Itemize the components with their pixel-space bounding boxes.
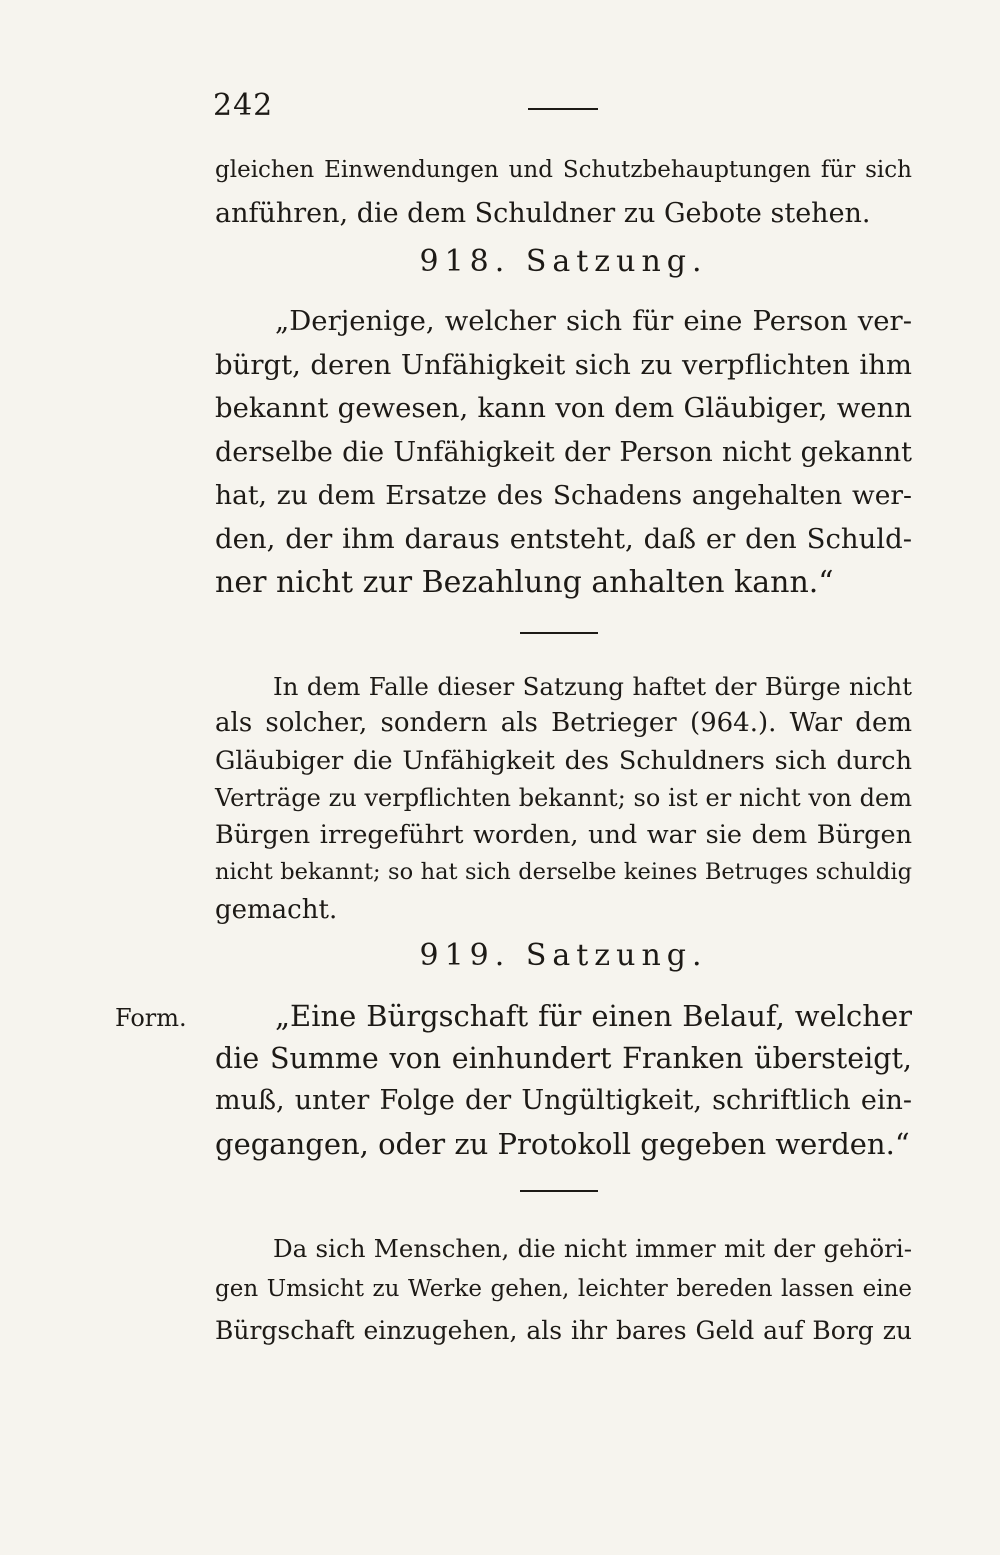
- text-line: derselbe die Unfähigkeit der Person nicht gekannt: [215, 436, 912, 468]
- text-line: bekannt gewesen, kann von dem Gläubiger, wenn: [215, 392, 912, 424]
- text-line: „Eine Bürgschaft für einen Belauf, welcher: [275, 999, 912, 1033]
- text-line: Bürgschaft einzugehen, als ihr bares Geld auf Borg zu: [215, 1316, 912, 1345]
- article-918-heading: 918. Satzung.: [419, 244, 708, 279]
- article-919-heading: 919. Satzung.: [419, 938, 708, 973]
- text-line: den, der ihm daraus entsteht, daß er den Schuld-: [215, 522, 912, 555]
- article-919-text: [215, 995, 912, 1165]
- text-line: muß, unter Folge der Ungültigkeit, schriftlich ein-: [215, 1085, 912, 1116]
- text-line: gen Umsicht zu Werke gehen, leichter bereden lassen eine: [215, 1276, 912, 1302]
- text-line: Gläubiger die Unfähigkeit des Schuldners sich durch: [215, 745, 912, 776]
- article-919-commentary: [215, 1228, 912, 1351]
- text-line: Verträge zu verpflichten bekannt; so ist er nicht von dem: [215, 783, 912, 812]
- text-line: gegangen, oder zu Protokoll gegeben werden.“: [215, 1126, 910, 1161]
- text-line: nicht bekannt; so hat sich derselbe keines Betruges schuldig: [215, 859, 912, 886]
- text-line: die Summe von einhundert Franken übersteigt,: [215, 1041, 912, 1075]
- text-line: Da sich Menschen, die nicht immer mit der gehöri-: [273, 1234, 912, 1263]
- text-line: hat, zu dem Ersatze des Schadens angehalten wer-: [215, 480, 912, 511]
- section-divider: [520, 632, 598, 634]
- text-line: als solcher, sondern als Betrieger (964.). War dem: [215, 708, 912, 739]
- page-number: 242: [213, 88, 274, 123]
- page-header: [213, 88, 913, 128]
- text-line: ner nicht zur Bezahlung anhalten kann.“: [215, 565, 834, 600]
- text-line: gemacht.: [215, 894, 338, 925]
- article-918-commentary: [215, 668, 912, 929]
- article-918-text: [215, 300, 912, 605]
- margin-note: Form.: [115, 1004, 187, 1032]
- text-line: Bürgen irregeführt worden, und war sie dem Bürgen: [215, 820, 912, 851]
- continuation-text: [215, 148, 912, 236]
- text-line: „Derjenige, welcher sich für eine Person ver-: [275, 305, 912, 337]
- header-rule: [528, 108, 598, 110]
- text-line: anführen, die dem Schuldner zu Gebote stehen.: [215, 198, 871, 229]
- text-line: bürgt, deren Unfähigkeit sich zu verpflichten ihm: [215, 348, 912, 381]
- text-line: In dem Falle dieser Satzung haftet der Bürge nicht: [273, 672, 912, 701]
- section-divider: [520, 1190, 598, 1192]
- text-line: gleichen Einwendungen und Schutzbehauptungen für sich: [215, 157, 912, 183]
